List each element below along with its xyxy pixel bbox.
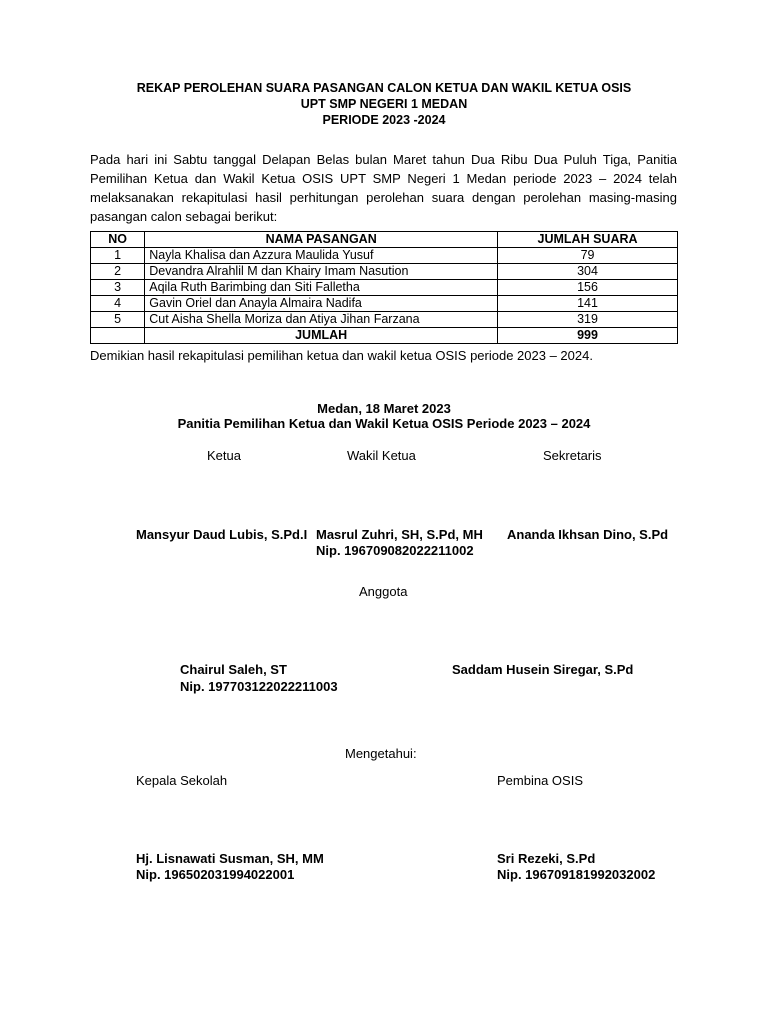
cell-no: 1 bbox=[91, 248, 145, 264]
intro-line: Pada hari ini Sabtu tanggal Delapan Belas bulan Maret tahun Dua Ribu Dua Puluh Tiga, Panitia bbox=[90, 152, 677, 167]
name-ketua: Mansyur Daud Lubis, S.Pd.I bbox=[136, 527, 308, 542]
anggota-label: Anggota bbox=[359, 584, 408, 599]
mengetahui-label: Mengetahui: bbox=[345, 746, 417, 761]
header-votes: JUMLAH SUARA bbox=[498, 232, 678, 248]
intro-paragraph bbox=[90, 150, 677, 226]
intro-line: pasangan calon sebagai berikut: bbox=[90, 209, 278, 224]
total-value: 999 bbox=[498, 328, 678, 344]
nip-anggota-1: Nip. 197703122022211003 bbox=[180, 679, 338, 694]
nip-wakil-ketua: Nip. 196709082022211002 bbox=[316, 543, 474, 558]
name-pembina-osis: Sri Rezeki, S.Pd bbox=[497, 851, 596, 866]
role-ketua: Ketua bbox=[207, 448, 241, 463]
intro-line: melaksanakan rekapitulasi hasil perhitungan perolehan suara dengan perolehan masing-masing bbox=[90, 190, 677, 205]
total-label: JUMLAH bbox=[145, 328, 498, 344]
cell-votes: 141 bbox=[498, 296, 678, 312]
school-name: UPT SMP NEGERI 1 MEDAN bbox=[300, 97, 468, 111]
cell-empty bbox=[91, 328, 145, 344]
name-anggota-2: Saddam Husein Siregar, S.Pd bbox=[452, 662, 634, 677]
table-row bbox=[91, 312, 678, 328]
cell-votes: 79 bbox=[498, 248, 678, 264]
nip-kepala-sekolah: Nip. 196502031994022001 bbox=[136, 867, 295, 882]
table-total-row bbox=[91, 328, 678, 344]
period-title: PERIODE 2023 -2024 bbox=[322, 113, 446, 127]
intro-line: Pemilihan Ketua dan Wakil Ketua OSIS UPT SMP Negeri 1 Medan periode 2023 – 2024 telah bbox=[90, 171, 677, 186]
table-row bbox=[91, 296, 678, 312]
cell-name: Cut Aisha Shella Moriza dan Atiya Jihan Farzana bbox=[145, 312, 498, 328]
header-name: NAMA PASANGAN bbox=[145, 232, 498, 248]
table-row bbox=[91, 264, 678, 280]
table-row bbox=[91, 280, 678, 296]
table-row bbox=[91, 248, 678, 264]
name-kepala-sekolah: Hj. Lisnawati Susman, SH, MM bbox=[136, 851, 324, 866]
place-date: Medan, 18 Maret 2023 bbox=[317, 401, 451, 416]
name-sekretaris: Ananda Ikhsan Dino, S.Pd bbox=[507, 527, 669, 542]
cell-name: Gavin Oriel dan Anayla Almaira Nadifa bbox=[145, 296, 498, 312]
nip-pembina-osis: Nip. 196709181992032002 bbox=[497, 867, 656, 882]
vote-recap-table bbox=[90, 231, 678, 344]
role-kepala-sekolah: Kepala Sekolah bbox=[136, 773, 228, 788]
role-pembina-osis: Pembina OSIS bbox=[497, 773, 583, 788]
document-title-line1: REKAP PEROLEHAN SUARA PASANGAN CALON KETUA DAN WAKIL KETUA OSIS bbox=[136, 81, 632, 95]
cell-no: 5 bbox=[91, 312, 145, 328]
cell-name: Aqila Ruth Barimbing dan Siti Falletha bbox=[145, 280, 498, 296]
role-sekretaris: Sekretaris bbox=[543, 448, 602, 463]
cell-votes: 319 bbox=[498, 312, 678, 328]
role-wakil-ketua: Wakil Ketua bbox=[347, 448, 416, 463]
cell-name: Devandra Alrahlil M dan Khairy Imam Nasution bbox=[145, 264, 498, 280]
name-anggota-1: Chairul Saleh, ST bbox=[180, 662, 287, 677]
table-header-row bbox=[91, 232, 678, 248]
cell-no: 2 bbox=[91, 264, 145, 280]
cell-votes: 304 bbox=[498, 264, 678, 280]
name-wakil-ketua: Masrul Zuhri, SH, S.Pd, MH bbox=[316, 527, 483, 542]
cell-no: 4 bbox=[91, 296, 145, 312]
committee-title: Panitia Pemilihan Ketua dan Wakil Ketua OSIS Periode 2023 – 2024 bbox=[177, 416, 591, 431]
header-no: NO bbox=[91, 232, 145, 248]
cell-no: 3 bbox=[91, 280, 145, 296]
closing-statement: Demikian hasil rekapitulasi pemilihan ketua dan wakil ketua OSIS periode 2023 – 2024. bbox=[90, 348, 593, 363]
cell-name: Nayla Khalisa dan Azzura Maulida Yusuf bbox=[145, 248, 498, 264]
cell-votes: 156 bbox=[498, 280, 678, 296]
